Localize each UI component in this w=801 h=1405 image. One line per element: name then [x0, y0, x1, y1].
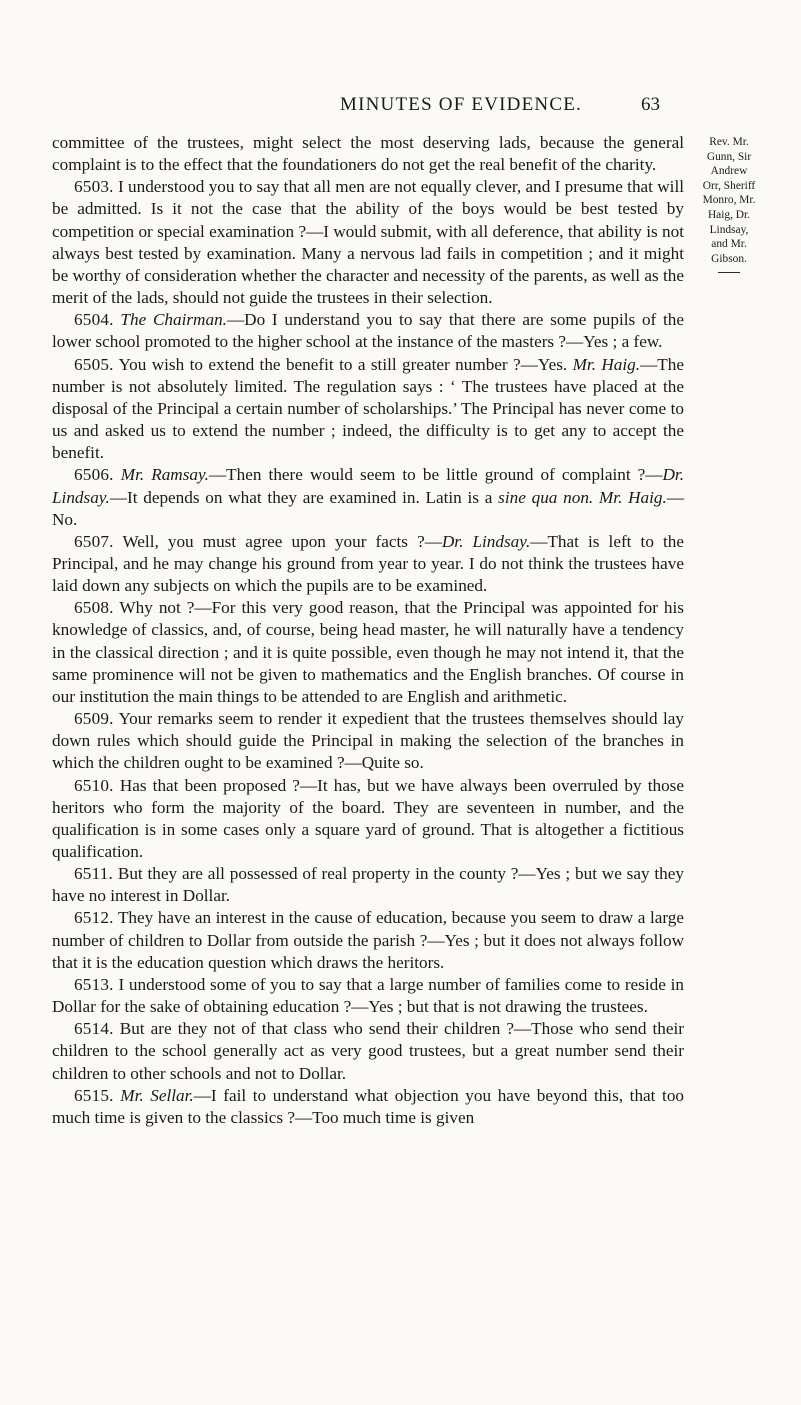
paragraph-text: I understood some of you to say that a large number of families come to reside in Dollar for the sake of obtaining education ?—Yes ; but that is not drawing the trustees. — [52, 974, 684, 1017]
marginal-note-line: Gunn, Sir — [706, 150, 752, 163]
question-number: 6505. — [74, 354, 114, 374]
paragraph-text: —I fail to understand what objection you have beyond this, that too much time is given to the classics ?—Too much time is given — [52, 1085, 685, 1127]
question-number: 6514. — [74, 1019, 114, 1039]
evidence-paragraph-6515 — [52, 1085, 684, 1129]
paragraph-text: But they are all possessed of real property in the county ?—Yes ; but we say they have no interest in Dollar. — [52, 864, 684, 906]
marginal-note-line: Lindsay, — [709, 223, 749, 236]
question-number: 6509. — [74, 709, 114, 729]
question-number: 6512. — [74, 908, 114, 928]
paragraph-continuation — [52, 132, 684, 176]
question-number: 6510. — [74, 775, 114, 795]
paragraph-text: —Do I understand you to say that there are some pupils of the lower school promoted to the higher school at the instance of the masters ?—Yes ; a few. — [52, 310, 684, 352]
evidence-paragraph-6507 — [52, 531, 684, 597]
evidence-paragraph-6511 — [52, 863, 684, 907]
speaker-name: Mr. Sellar. — [120, 1085, 194, 1105]
speaker-name: Dr. Lindsay. — [441, 531, 531, 551]
question-number: 6508. — [74, 598, 114, 618]
paragraph-text: They have an interest in the cause of education, because you seem to draw a large number of children to Dollar from outside the parish ?—Yes ; but it does not always follow that it is the education question which draws the heritors. — [52, 908, 684, 972]
paragraph-text: committee of the trustees, might select the most deserving lads, because the general complaint is to the effect that the foundationers do not get the real benefit of the charity. — [52, 133, 684, 175]
evidence-paragraph-6503 — [52, 176, 684, 309]
paragraph-text: You wish to extend the benefit to a still greater number ?—Yes. — [118, 354, 568, 374]
question-number: 6515. — [74, 1085, 114, 1105]
speaker-name: The Chairman. — [120, 310, 227, 330]
evidence-paragraph-6512 — [52, 907, 684, 973]
paragraph-text: But are they not of that class who send their children ?—Those who send their children to the school generally act as very good trustees, but a great number send their children to other schools and not to Dollar. — [52, 1019, 685, 1083]
marginal-note-line: and Mr. — [711, 238, 747, 251]
question-number: 6506. — [74, 465, 114, 485]
marginal-note-line: Rev. Mr. — [709, 136, 749, 148]
latin-phrase: sine qua non. — [498, 487, 594, 507]
speaker-name: Mr. Ramsay. — [120, 465, 209, 485]
marginal-note-line: Haig, Dr. — [707, 208, 751, 221]
marginal-note-line: Gibson. — [711, 252, 747, 265]
question-number: 6503. — [74, 177, 114, 197]
paragraph-text: Well, you must agree upon your facts ?— — [122, 531, 442, 551]
paragraph-text: —No. — [52, 487, 684, 529]
evidence-paragraph-6506 — [52, 464, 684, 530]
speaker-name: Mr. Haig. — [572, 354, 641, 374]
paragraph-text: Your remarks seem to render it expedient that the trustees themselves should lay down rules which should guide the Principal in making the selection of the branches in which the children ought to be examined ?—Quite so. — [52, 709, 684, 773]
marginal-note — [689, 135, 769, 273]
page-number: 63 — [641, 94, 660, 115]
evidence-paragraph-6504 — [52, 309, 684, 353]
evidence-text — [52, 132, 684, 1129]
evidence-paragraph-6513 — [52, 974, 684, 1018]
paragraph-text: —That is left to the Principal, and he may change his ground from year to year. I do not think the trustees have laid down any subjects on which the pupils are to be examined. — [52, 531, 684, 596]
running-head — [240, 94, 660, 124]
evidence-paragraph-6510 — [52, 775, 684, 864]
evidence-paragraph-6505 — [52, 354, 684, 465]
paragraph-text: —The number is not absolutely limited. The regulation says : ‘ The trustees have placed at the disposal of the Principal a certain number of scholarships.’ The Principal has never come to us and asked us to extend the number ; indeed, the difficulty is to get any to accept the benefit. — [52, 354, 684, 463]
question-number: 6504. — [74, 310, 114, 330]
evidence-paragraph-6508 — [52, 597, 684, 708]
paragraph-text: Has that been proposed ?—It has, but we have always been overruled by those heritors who form the majority of the board. They are seventeen in number, and the qualification is in some cases only a square yard of ground. That is altogether a fictitious qualification. — [52, 775, 684, 861]
question-number: 6513. — [74, 974, 114, 994]
marginal-note-rule — [718, 272, 740, 273]
marginal-note-line: Andrew — [710, 165, 748, 178]
evidence-paragraph-6514 — [52, 1018, 684, 1084]
paragraph-text: —Then there would seem to be little ground of complaint ?— — [208, 465, 663, 485]
question-number: 6507. — [74, 531, 114, 551]
speaker-name: Dr. Lindsay. — [52, 465, 684, 507]
marginal-note-line: Monro, Mr. — [702, 194, 756, 207]
paragraph-text: Why not ?—For this very good reason, that the Principal was appointed for his knowledge of classics, and, of course, being head master, he will naturally have a tendency in the classical direction ; and it is quite possible, even though he may not intend it, that the same prominence will not be given to mathematics and the English branches. Of course in our institution the main things to be attended to are English and arithmetic. — [52, 598, 684, 706]
evidence-paragraph-6509 — [52, 708, 684, 774]
paragraph-text: I understood you to say that all men are not equally clever, and I presume that will be admitted. Is it not the case that the ability of the boys would be best tested by competition or special examination ?—I would submit, with all deference, that ability is not always best tested by examination. Many a nervous lad fails in competition ; and it might be worthy of consideration whether the character and necessity of the parents, as well as the merit of the lads, should not guide the trustees in their selection. — [52, 177, 684, 308]
paragraph-text: —It depends on what they are examined in. Latin is a — [109, 487, 499, 507]
marginal-note-line: Orr, Sheriff — [702, 179, 756, 192]
running-head-title: MINUTES OF EVIDENCE. — [340, 94, 582, 115]
question-number: 6511. — [74, 864, 114, 884]
speaker-name: Mr. Haig. — [598, 487, 667, 507]
